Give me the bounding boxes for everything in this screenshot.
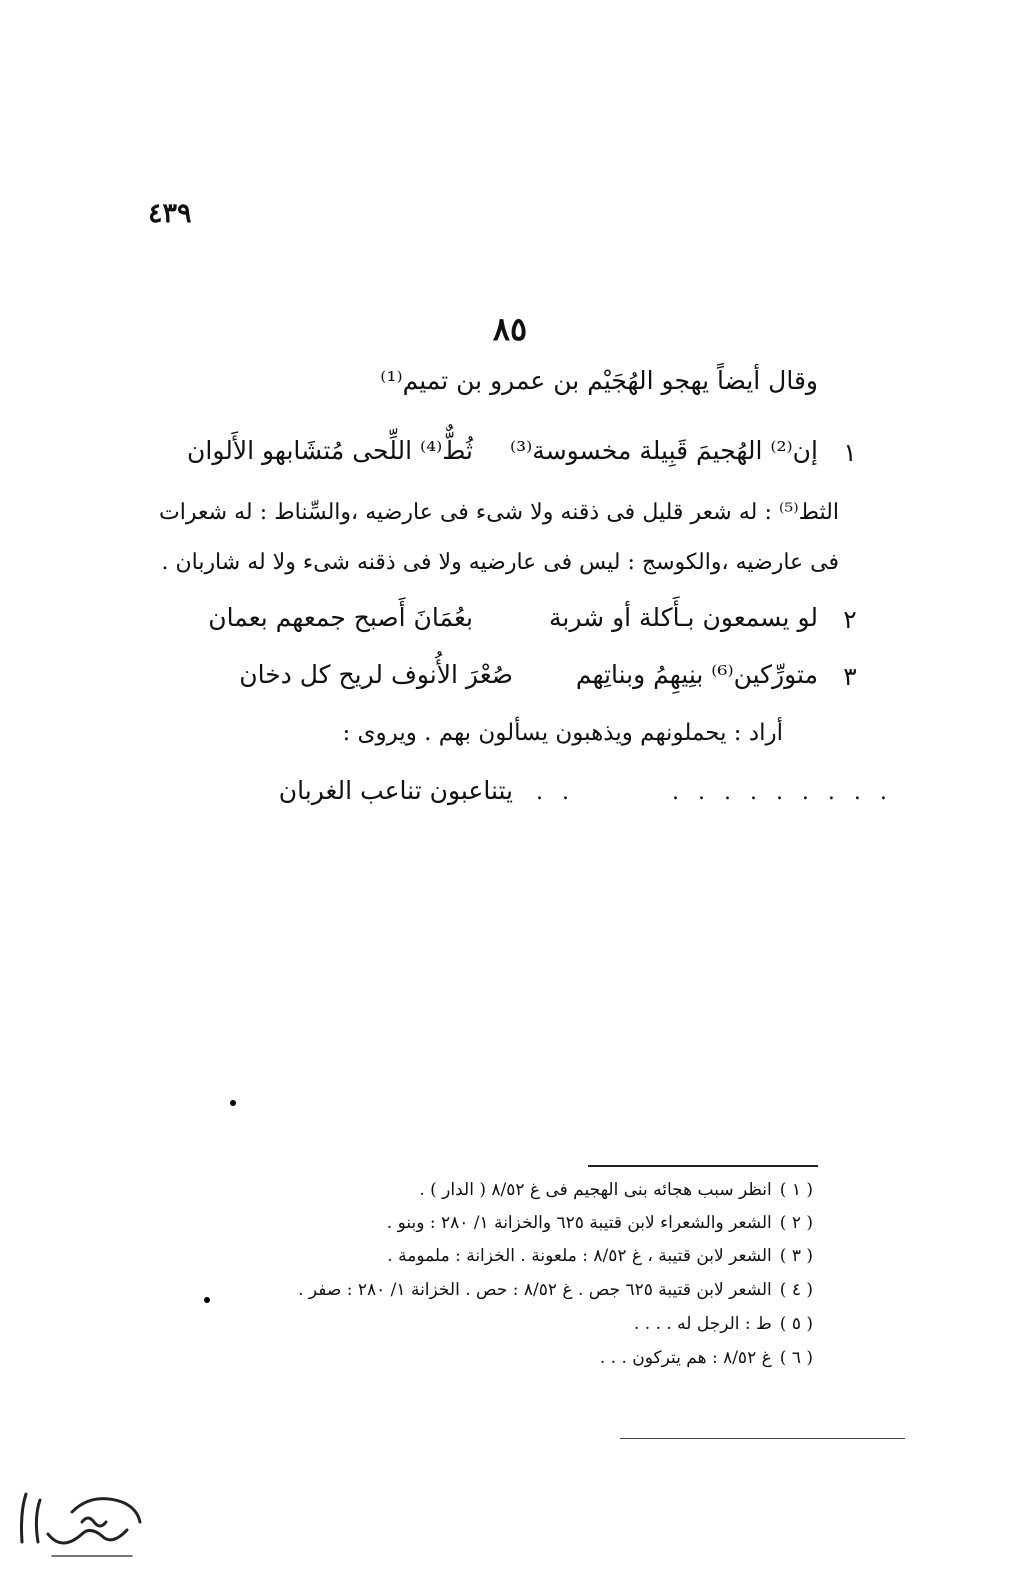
footnote (173, 1213, 813, 1233)
footnote-text: الشعر لابن قتيبة ٦٢٥ جص . غ ٨/٥٢ : حص . الخزانة ١/ ٢٨٠ : صفر . (298, 1280, 772, 1300)
verse-hemistich-first: متورِّكين⁽⁶⁾ بنِيهِمُ وبناتِهم (575, 660, 818, 689)
verse-hemistich-second: صُعْرَ الأُنوف لريح كل دخان (239, 660, 513, 689)
footnote-number: ( ٣ ) (779, 1246, 813, 1266)
footnote-number: ( ٥ ) (779, 1314, 813, 1334)
print-speck (230, 1100, 236, 1106)
bottom-rule (620, 1438, 905, 1439)
variant-dots: . . (536, 780, 575, 805)
footnote-text: غ ٨/٥٢ : هم يتركون . . . (599, 1348, 772, 1368)
verse-gloss: الثط⁽⁵⁾ : له شعر قليل فى ذقنه ولا شىء فى عارضيه ،والسِّناط : له شعرات فى عارضيه ،والكوسج : ليس فى عارضيه ولا فى ذقنه شىء ولا له شاربان . (159, 500, 839, 575)
footnote (173, 1314, 813, 1334)
variant-hemistich: يتناعبون تناعب الغربان (278, 776, 513, 805)
verse-hemistich-first: لو يسمعون بـأَكلة أو شربة (549, 603, 818, 632)
verse-hemistich-first: إن⁽²⁾ الهُجيمَ قَبِيلة مخسوسة⁽³⁾ (510, 436, 818, 465)
footnote-text: انظر سبب هجائه بنى الهجيم فى غ ٨/٥٢ ( الدار ) . (419, 1180, 772, 1200)
variant-dots: . . . . . . . . . (672, 780, 893, 805)
footnote-number: ( ٦ ) (779, 1348, 813, 1368)
variant-note: أراد : يحملونهم ويذهبون يسألون بهم . ويروى : (342, 720, 783, 746)
poem-number: ٨٥ (492, 310, 528, 348)
verse-number: ٣ (843, 662, 857, 691)
footnote-text: الشعر والشعراء لابن قتيبة ٦٢٥ والخزانة ١/ ٢٨٠ : وبنو . (386, 1213, 772, 1233)
page-number: ٤٣٩ (148, 198, 192, 229)
footnote-number: ( ٢ ) (779, 1213, 813, 1233)
verse-hemistich-second: ثُطٌّ⁽⁴⁾ اللِّحى مُتشَابهو الأَلوان (187, 436, 473, 465)
verse-hemistich-second: بعُمَانَ أَصبح جمعهم بعمان (208, 603, 473, 632)
footnote (173, 1280, 813, 1300)
poem-intro: وقال أيضاً يهجو الهُجَيْم بن عمرو بن تميم⁽¹⁾ (380, 366, 818, 395)
verse-number: ١ (843, 438, 857, 467)
footnote (173, 1246, 813, 1266)
library-stamp-logo (12, 1472, 152, 1572)
footnote-text: الشعر لابن قتيبة ، غ ٨/٥٢ : ملعونة . الخزانة : ملمومة . (387, 1246, 772, 1266)
footnote-separator (588, 1165, 818, 1167)
footnote-text: ط : الرجل له . . . . (633, 1314, 772, 1334)
footnote-number: ( ٤ ) (779, 1280, 813, 1300)
verse-number: ٢ (843, 605, 857, 634)
footnote-number: ( ١ ) (779, 1180, 813, 1200)
footnote (173, 1180, 813, 1200)
footnote (173, 1348, 813, 1368)
